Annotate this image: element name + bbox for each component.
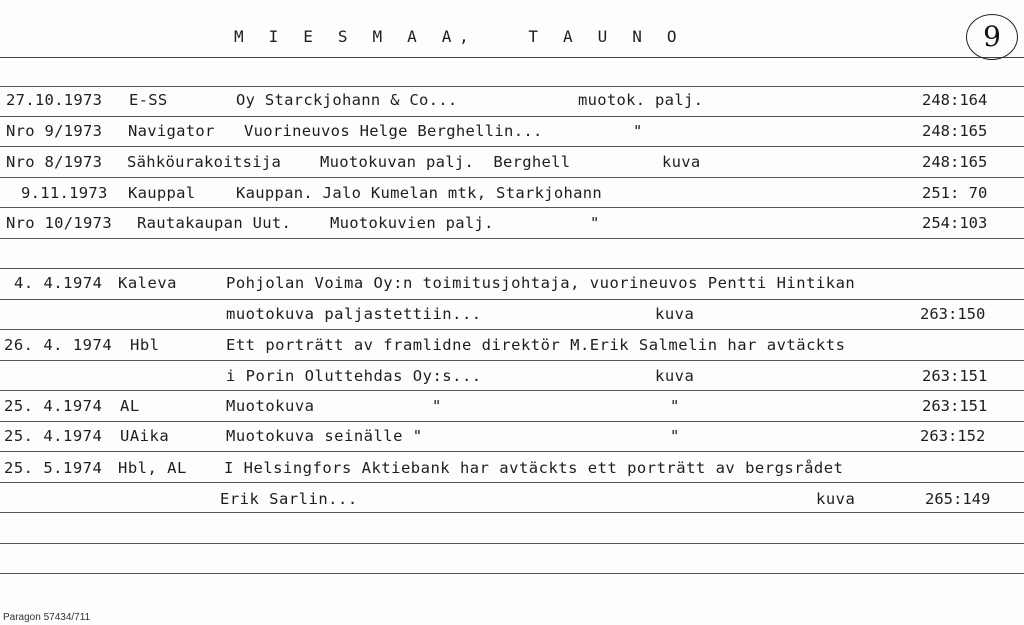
entry-text: Erik Sarlin... [220,490,358,508]
header-rule [0,57,1024,58]
entry-source: Kaleva [118,274,177,292]
entry-text: Ett porträtt av framlidne direktör M.Erik Salmelin har avtäckts [226,336,846,354]
entry-ref: 254:103 [922,214,988,232]
entry-source: AL [120,397,140,415]
entry-source: Hbl [130,336,160,354]
entry-mark: kuva [655,367,695,385]
entry-source: Rautakaupan Uut. [137,214,292,232]
entry-ref: 248:165 [922,122,988,140]
entry-source: Sähköurakoitsija [127,153,282,171]
entry-ref: 251: 70 [922,184,988,202]
entry-text: Pohjolan Voima Oy:n toimitusjohtaja, vuorineuvos Pentti Hintikan [226,274,856,292]
entry-mark: muotok. palj. [578,91,704,109]
entry-date: 27.10.1973 [6,91,103,109]
ruled-line [0,177,1024,178]
entry-text: Kauppan. Jalo Kumelan mtk, Starkjohann [236,184,603,202]
ruled-line [0,268,1024,269]
entry-date: 25. 5.1974 [4,459,103,477]
entry-source: E-SS [129,91,168,109]
ruled-line [0,116,1024,117]
entry-text: Muotokuvan palj. Berghell [320,153,571,171]
ruled-line [0,299,1024,300]
entry-ref: 265:149 [925,490,991,508]
entry-source: Kauppal [128,184,196,202]
entry-ditto: " [432,397,442,415]
entry-mark: " [670,427,680,445]
entry-source: Navigator [128,122,215,140]
ruled-line [0,573,1024,574]
entry-ref: 248:164 [922,91,988,109]
ruled-line [0,146,1024,147]
entry-mark: " [670,397,680,415]
ruled-line [0,482,1024,483]
entry-text: Oy Starckjohann & Co... [236,91,458,109]
entry-date: Nro 9/1973 [6,122,103,140]
entry-text: Muotokuva seinälle " [226,427,423,445]
ruled-line [0,238,1024,239]
sheet-number: 9 [966,14,1018,60]
ruled-line [0,421,1024,422]
ruled-line [0,390,1024,391]
entry-mark: " [590,214,600,232]
ruled-line [0,360,1024,361]
entry-ref: 248:165 [922,153,988,171]
entry-mark: kuva [816,490,856,508]
entry-source: Hbl, AL [118,459,187,477]
ruled-line [0,543,1024,544]
entry-ref: 263:151 [922,397,988,415]
entry-date: 25. 4.1974 [4,397,103,415]
entry-date: 4. 4.1974 [14,274,103,292]
entry-mark: kuva [655,305,695,323]
entry-date: 26. 4. 1974 [4,336,113,354]
ruled-line [0,329,1024,330]
printer-imprint: Paragon 57434/711 [3,612,91,623]
entry-text: I Helsingfors Aktiebank har avtäckts ett porträtt av bergsrådet [224,459,844,477]
entry-ref: 263:151 [922,367,988,385]
entry-text: i Porin Oluttehdas Oy:s... [226,367,482,385]
entry-text: Muotokuvien palj. [330,214,494,232]
entry-text: Muotokuva [226,397,315,415]
ruled-line [0,86,1024,87]
entry-text: Vuorineuvos Helge Berghellin... [244,122,543,140]
entry-date: Nro 10/1973 [6,214,112,232]
entry-date: 9.11.1973 [21,184,108,202]
entry-date: 25. 4.1974 [4,427,103,445]
card-name: M I E S M A A, T A U N O [234,27,685,46]
entry-ref: 263:150 [920,305,986,323]
entry-source: UAika [120,427,170,445]
entry-mark: " [633,122,643,140]
entry-date: Nro 8/1973 [6,153,103,171]
ruled-line [0,512,1024,513]
entry-text: muotokuva paljastettiin... [226,305,482,323]
ruled-line [0,207,1024,208]
entry-mark: kuva [662,153,701,171]
entry-ref: 263:152 [920,427,986,445]
ruled-line [0,451,1024,452]
